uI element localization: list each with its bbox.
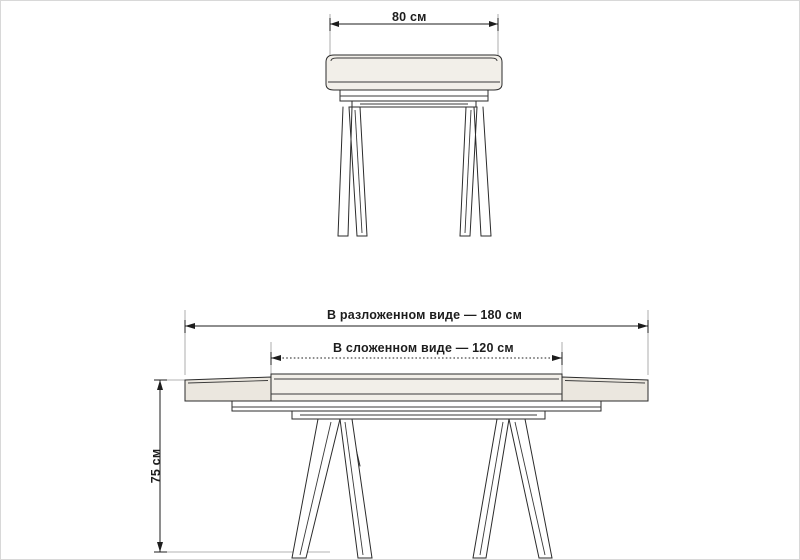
depth-dimension-label: 80 см [392,10,427,24]
folded-width-label: В сложенном виде — 120 см [333,341,514,355]
front-view-drawing [0,280,800,560]
extended-width-label: В разложенном виде — 180 см [327,308,523,322]
height-dimension-label: 75 см [149,448,163,484]
